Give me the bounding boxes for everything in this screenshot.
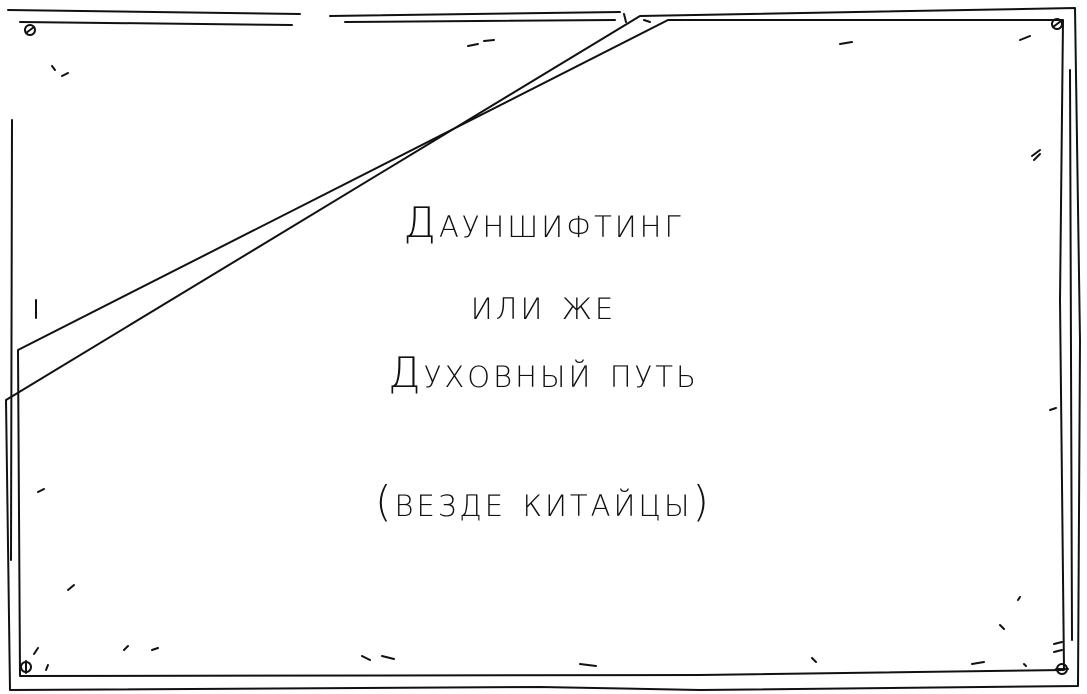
subtitle: (везде китайцы) xyxy=(375,477,712,526)
title-line-2: или же xyxy=(470,280,617,329)
title-line-3: Духовный путь xyxy=(388,348,699,397)
title-line-1: Дауншифтинг xyxy=(403,198,684,247)
